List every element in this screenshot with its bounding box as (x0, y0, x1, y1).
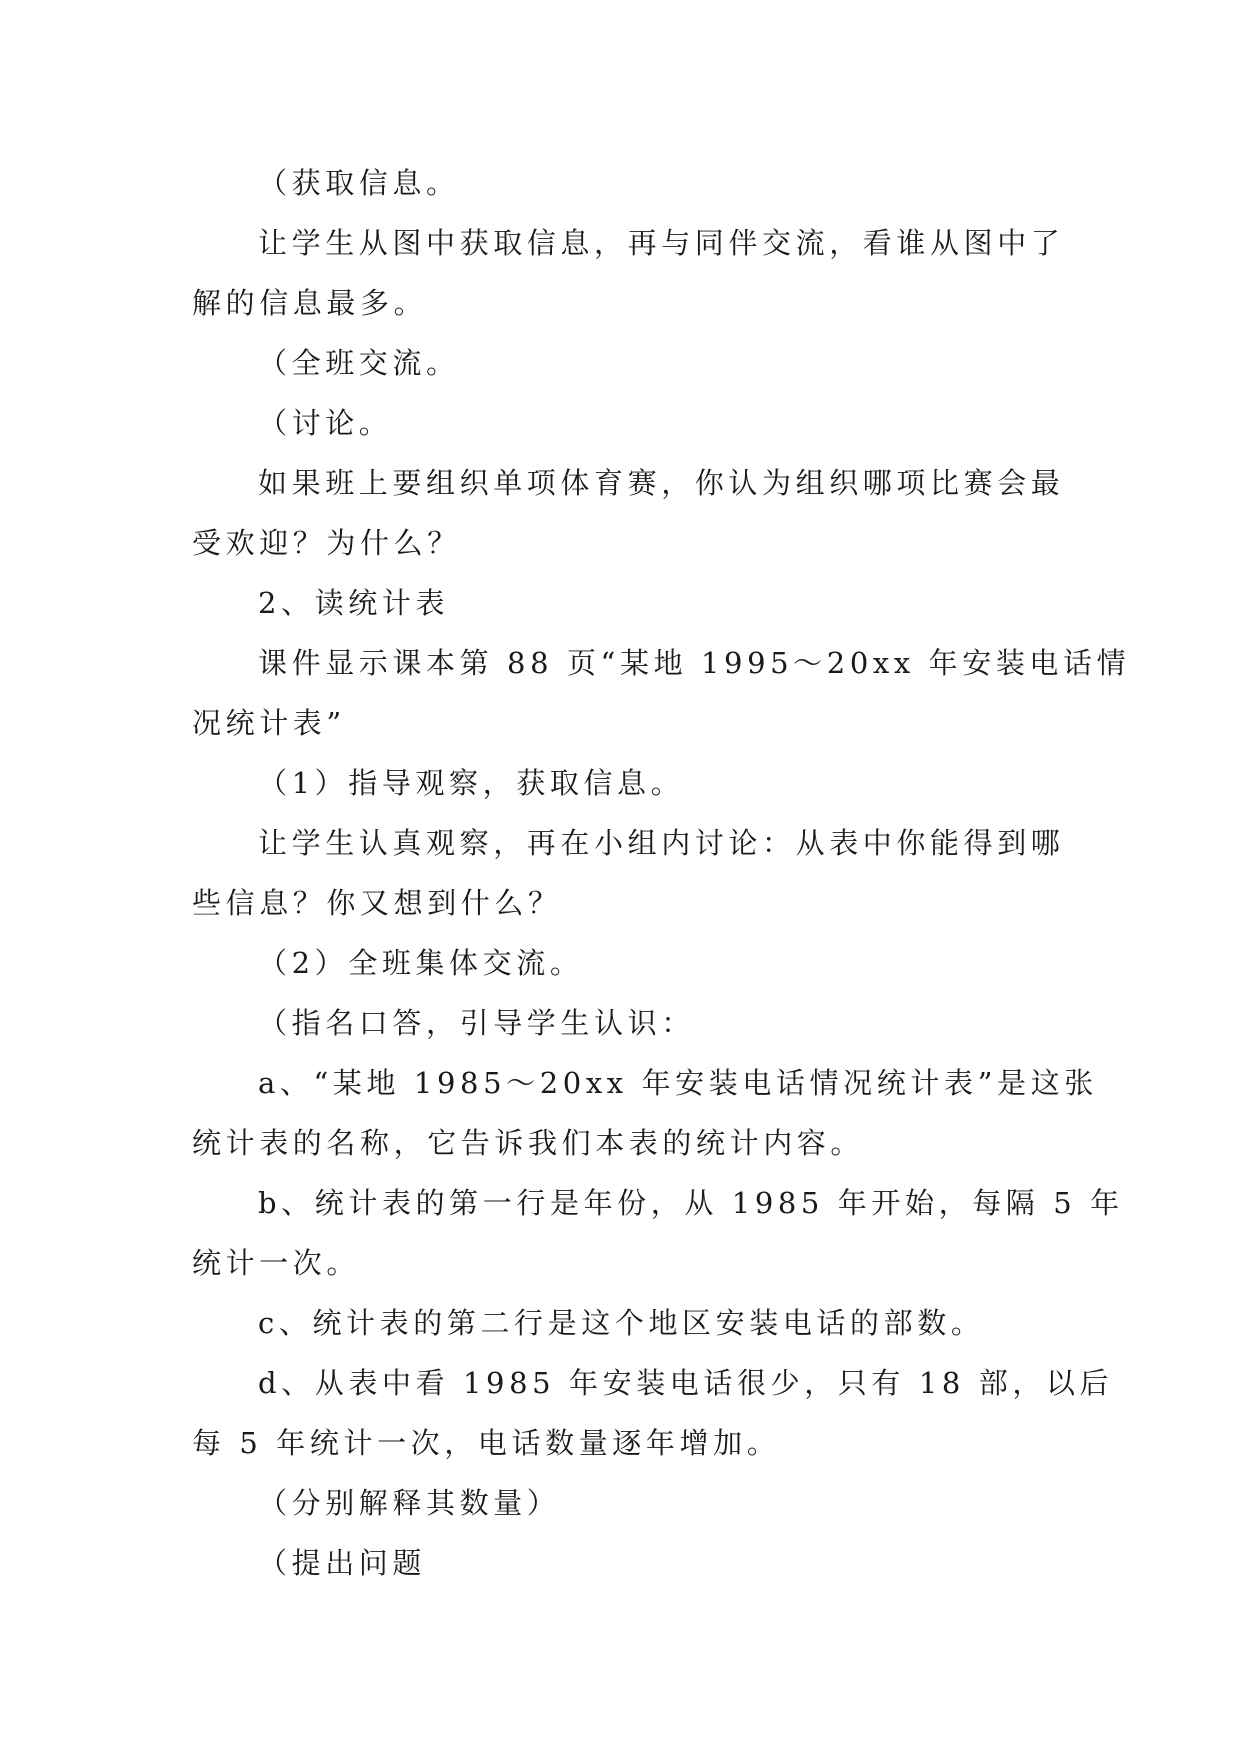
paragraph-line: 解的信息最多。 (192, 286, 428, 320)
paragraph-line: b、统计表的第一行是年份，从 1985 年开始，每隔 5 年 (258, 1186, 1124, 1220)
paragraph-line: （获取信息。 (258, 166, 460, 200)
paragraph-line: （分别解释其数量） (258, 1486, 561, 1520)
paragraph-line: c、统计表的第二行是这个地区安装电话的部数。 (258, 1306, 985, 1340)
paragraph-line: （提出问题 (258, 1546, 427, 1580)
paragraph-line: 如果班上要组织单项体育赛，你认为组织哪项比赛会最 (258, 466, 1065, 500)
paragraph-line: （2）全班集体交流。 (258, 946, 584, 980)
paragraph-line: 每 5 年统计一次，电话数量逐年增加。 (192, 1426, 781, 1460)
paragraph-line: 些信息？你又想到什么？ (192, 886, 562, 920)
paragraph-line: 况统计表” (192, 706, 346, 740)
paragraph-line: 2、读统计表 (258, 586, 450, 620)
paragraph-line: 让学生认真观察，再在小组内讨论：从表中你能得到哪 (258, 826, 1065, 860)
paragraph-line: d、从表中看 1985 年安装电话很少，只有 18 部，以后 (258, 1366, 1114, 1400)
paragraph-line: （讨论。 (258, 406, 393, 440)
paragraph-line: 统计一次。 (192, 1246, 361, 1280)
paragraph-line: 统计表的名称，它告诉我们本表的统计内容。 (192, 1126, 865, 1160)
paragraph-line: a、“某地 1985～20xx 年安装电话情况统计表”是这张 (258, 1066, 1098, 1100)
paragraph-line: 让学生从图中获取信息，再与同伴交流，看谁从图中了 (258, 226, 1065, 260)
paragraph-line: 课件显示课本第 88 页“某地 1995～20xx 年安装电话情 (258, 646, 1131, 680)
paragraph-line: （全班交流。 (258, 346, 460, 380)
paragraph-line: 受欢迎？为什么？ (192, 526, 461, 560)
paragraph-line: （1）指导观察，获取信息。 (258, 766, 685, 800)
paragraph-line: （指名口答，引导学生认识： (258, 1006, 695, 1040)
